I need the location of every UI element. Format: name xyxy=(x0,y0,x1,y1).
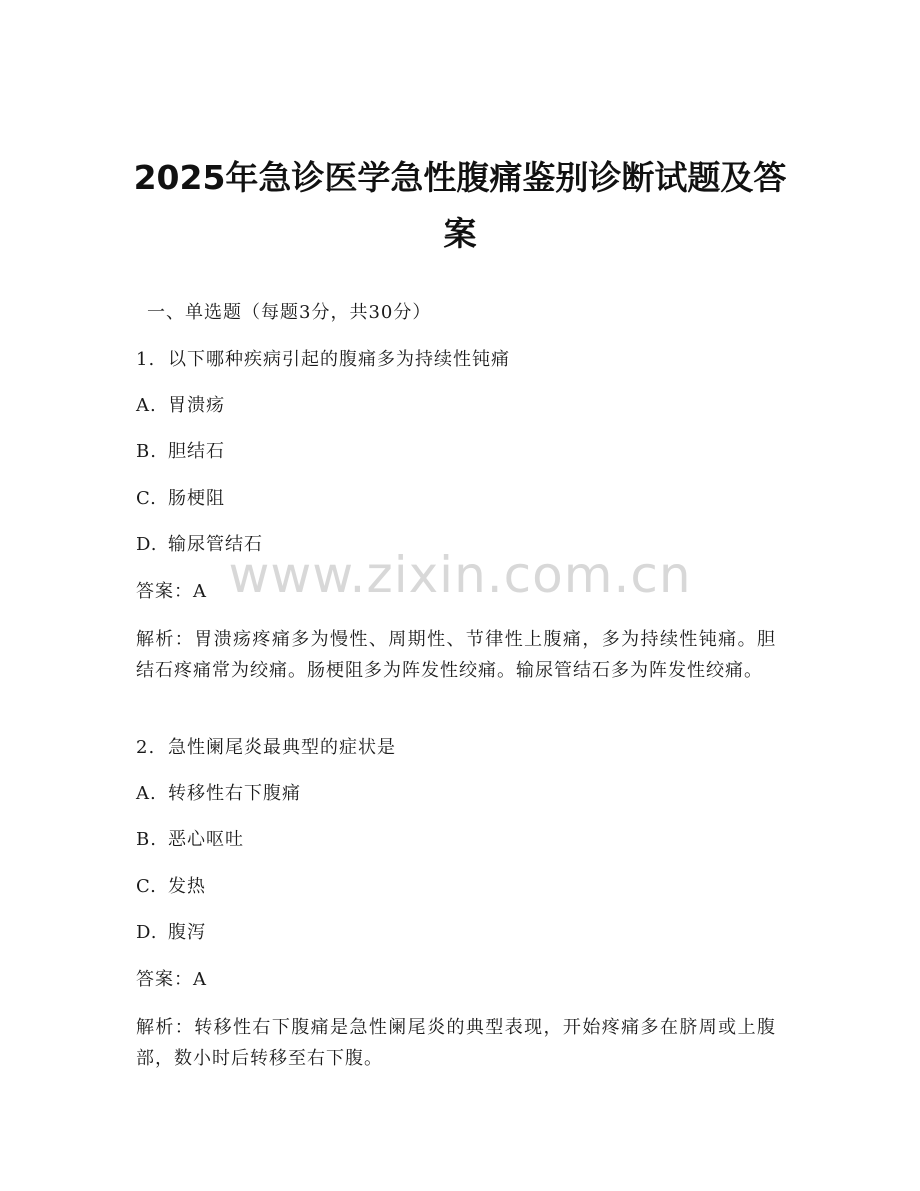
option-text: 发热 xyxy=(168,876,206,897)
question-number: 1. xyxy=(136,349,156,370)
option-letter: A. xyxy=(136,395,157,416)
question-1-option-a xyxy=(136,391,776,421)
question-number: 2. xyxy=(136,737,156,758)
option-letter: D. xyxy=(136,534,158,555)
option-letter: C. xyxy=(136,876,157,897)
option-letter: A. xyxy=(136,783,157,804)
question-2-option-c xyxy=(136,872,776,902)
question-2-option-d xyxy=(136,918,776,948)
section-heading: 一、单选题（每题3分，共30分） xyxy=(147,302,432,323)
option-letter: D. xyxy=(136,922,158,943)
question-text: 以下哪种疾病引起的腹痛多为持续性钝痛 xyxy=(168,349,510,370)
question-1-stem xyxy=(136,345,776,375)
option-text: 恶心呕吐 xyxy=(168,829,244,850)
question-1-option-d xyxy=(136,530,776,560)
question-2-analysis: 解析：转移性右下腹痛是急性阑尾炎的典型表现，开始疼痛多在脐周或上腹部，数小时后转移至右下腹。 xyxy=(136,1017,776,1069)
question-text: 急性阑尾炎最典型的症状是 xyxy=(168,737,396,758)
option-text: 胆结石 xyxy=(168,441,225,462)
option-letter: B. xyxy=(136,441,157,462)
option-text: 肠梗阻 xyxy=(168,488,225,509)
question-1-answer: 答案：A xyxy=(136,581,207,602)
question-1-option-b xyxy=(136,437,776,467)
question-1-analysis: 解析：胃溃疡疼痛多为慢性、周期性、节律性上腹痛，多为持续性钝痛。胆结石疼痛常为绞痛。肠梗阻多为阵发性绞痛。输尿管结石多为阵发性绞痛。 xyxy=(136,629,776,681)
question-2-option-a xyxy=(136,779,776,809)
option-text: 胃溃疡 xyxy=(168,395,225,416)
question-1-option-c xyxy=(136,484,776,514)
question-2-answer: 答案：A xyxy=(136,969,207,990)
question-2-option-b xyxy=(136,825,776,855)
option-letter: B. xyxy=(136,829,157,850)
option-text: 输尿管结石 xyxy=(168,534,263,555)
question-2-stem xyxy=(136,733,776,763)
option-letter: C. xyxy=(136,488,157,509)
option-text: 腹泻 xyxy=(168,922,206,943)
watermark: www.zixin.com.cn xyxy=(228,546,692,604)
option-text: 转移性右下腹痛 xyxy=(168,783,301,804)
document-title: 2025年急诊医学急性腹痛鉴别诊断试题及答案 xyxy=(133,158,787,253)
